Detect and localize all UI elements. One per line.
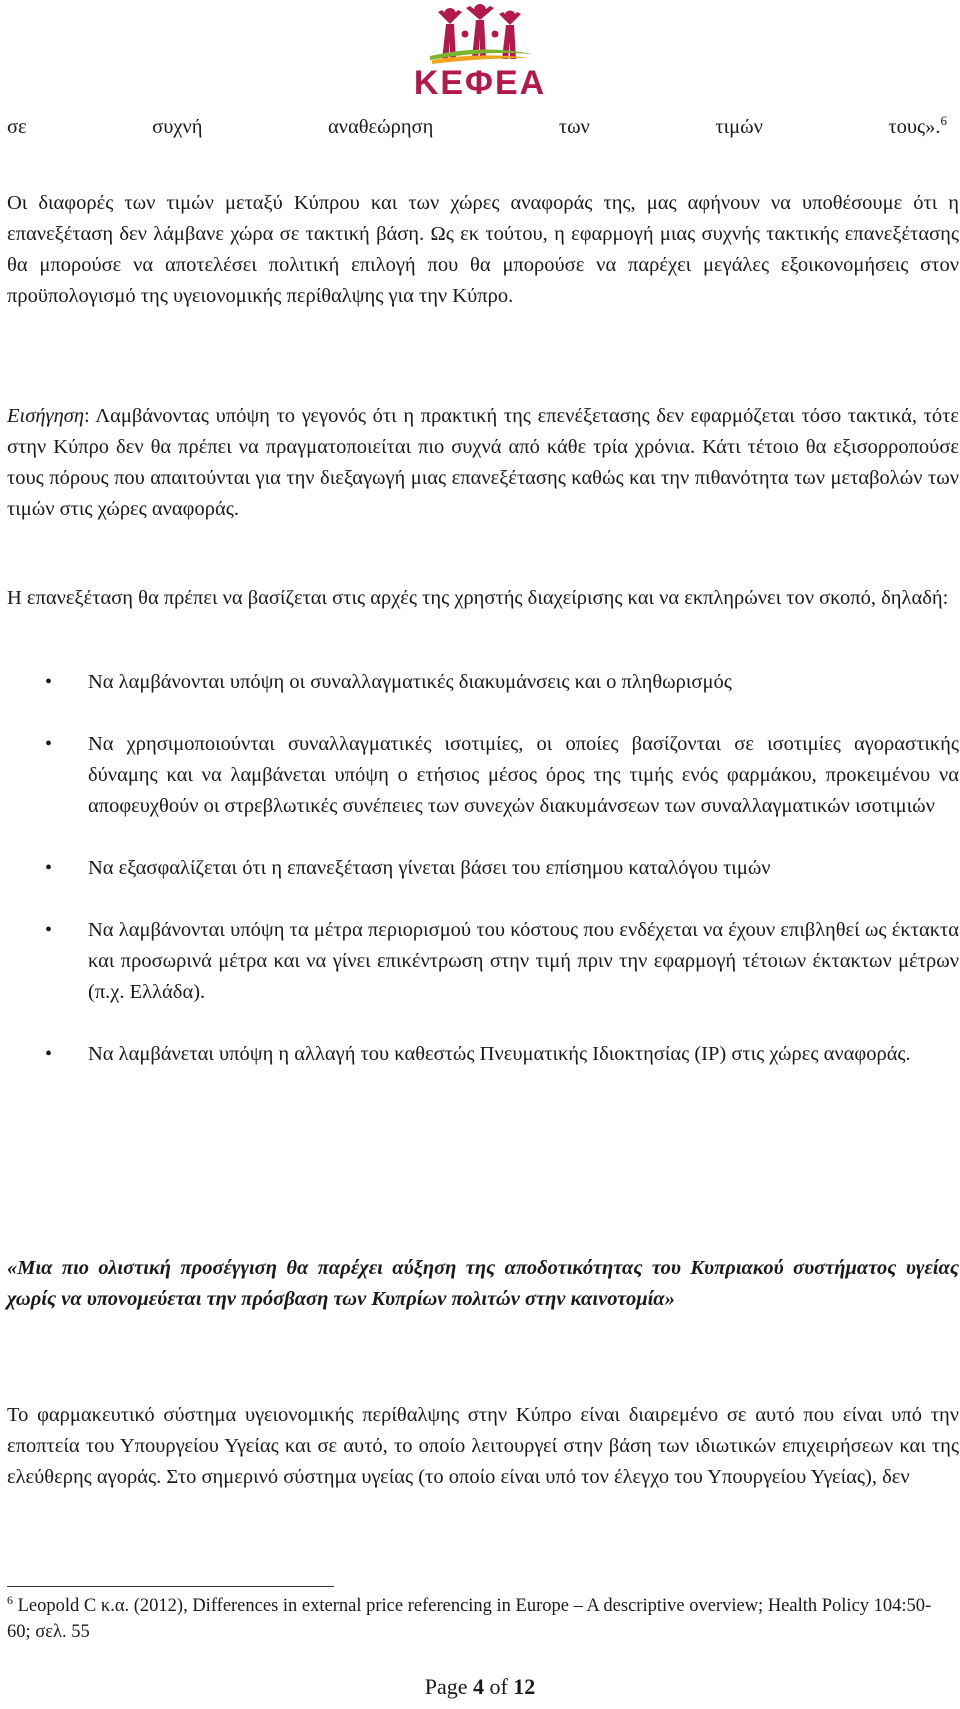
top-line <box>7 112 959 143</box>
logo-wordmark: ΚΕΦΕΑ <box>413 64 547 102</box>
kefea-logo <box>0 4 960 101</box>
paragraph-4: Το φαρμακευτικό σύστημα υγειονομικής περίθαλψης στην Κύπρο είναι διαιρεμένο σε αυτό που είναι υπό την εποπτεία του Υπουργείου Υγείας και σε αυτό, το οποίο λειτουργεί στην βάση των ιδιωτικών επιχειρήσεων και της ελεύθερης αγοράς. Στο σημερινό σύστημα υγείας (το οποίο είναι υπό τον έλεγχο του Υπουργείου Υγείας), δεν <box>7 1404 959 1488</box>
paragraph-1-block <box>7 188 959 312</box>
bullet-icon: • <box>45 919 53 941</box>
footnote-ref[interactable]: 6 <box>940 113 947 129</box>
footnote-number: 6 <box>7 1592 13 1607</box>
recommendation-block <box>7 401 959 525</box>
highlight-quote: «Μια πιο ολιστική προσέγγιση θα παρέχει αύξηση της αποδοτικότητας του Κυπριακού συστήματος υγείας χωρίς να υπονομεύεται την πρόσβαση των Κυπρίων πολιτών στην καινοτομία» <box>7 1257 959 1310</box>
recommendation-paragraph <box>7 401 959 525</box>
paragraph-4-block <box>7 1400 959 1493</box>
footnote-divider <box>7 1586 334 1587</box>
pager-prefix: Page <box>424 1674 473 1699</box>
paragraph-3-block <box>7 583 959 614</box>
bullet-list <box>7 667 959 1070</box>
footnote-text: Leopold C κ.α. (2012), Differences in external price referencing in Europe – A descriptive overview; Health Policy 104:50-60; σελ. 55 <box>7 1596 932 1642</box>
list-item <box>7 1039 959 1070</box>
list-item-text: Να λαμβάνονται υπόψη οι συναλλαγματικές διακυμάνσεις και ο πληθωρισμός <box>88 671 732 693</box>
kefea-figures-icon <box>420 4 540 66</box>
bullet-icon: • <box>45 1043 53 1065</box>
list-item-text: Να χρησιμοποιούνται συναλλαγματικές ισοτιμίες, οι οποίες βασίζονται σε ισοτιμίες αγοραστικής δύναμης και να λαμβάνεται υπόψη ο ετήσιος μέσος όρος της τιμής ενός φαρμάκου, προκειμένου να αποφευχθούν οι στρεβλωτικές συνέπειες των συνεχών διακυμάνσεων των συναλλαγματικών ισοτιμιών <box>88 733 959 817</box>
recommendation-text: : Λαμβάνοντας υπόψη το γεγονός ότι η πρακτική της επενέξετασης δεν εφαρμόζεται τόσο τακτικά, τότε στην Κύπρο δεν θα πρέπει να πραγματοποιείται πιο συχνά από κάθε τρία χρόνια. Κάτι τέτοιο θα εξισορροπούσε τους πόρους που απαιτούνται για την διεξαγωγή μιας επανεξέτασης καθώς και την πιθανότητα των μεταβολών των τιμών στις χώρες αναφοράς. <box>7 405 959 520</box>
bullet-icon: • <box>45 733 53 755</box>
paragraph-1: Οι διαφορές των τιμών μεταξύ Κύπρου και των χώρες αναφοράς της, μας αφήνουν να υποθέσουμε ότι η επανεξέταση δεν λάμβανε χώρα σε τακτική βάση. Ως εκ τούτου, η εφαρμογή μιας συχνής τακτικής επανεξέτασης θα μπορούσε να αποτελέσει πολιτική επιλογή που θα μπορούσε να παρέχει μεγάλες εξοικονομήσεις στον προϋπολογισμό της υγειονομικής περίθαλψης για την Κύπρο. <box>7 192 959 307</box>
list-item-text: Να λαμβάνονται υπόψη τα μέτρα περιορισμού του κόστους που ενδέχεται να έχουν επιβληθεί ως έκτακτα και προσωρινά μέτρα και να γίνει επικέντρωση στην τιμή πριν την εφαρμογή τέτοιων έκτακτων μέτρων (π.χ. Ελλάδα). <box>88 919 959 1003</box>
top-word-with-ref: τους».$^6$ <box>888 113 947 138</box>
footnote <box>7 1593 952 1645</box>
top-word: αναθεώρηση <box>327 116 434 138</box>
paragraph-3: Η επανεξέταση θα πρέπει να βασίζεται στις αρχές της χρηστής διαχείρισης και να εκπληρώνει τον σκοπό, δηλαδή: <box>7 587 949 609</box>
bullet-icon: • <box>45 857 53 879</box>
list-item <box>7 667 959 698</box>
bullet-icon: • <box>45 671 53 693</box>
list-item <box>7 853 959 884</box>
list-item-text: Να εξασφαλίζεται ότι η επανεξέταση γίνεται βάσει του επίσημου καταλόγου τιμών <box>88 857 771 879</box>
page-indicator <box>0 1674 960 1700</box>
top-word: τιμών <box>715 116 763 138</box>
list-item <box>7 729 959 822</box>
top-word: σε <box>7 116 27 138</box>
quote-block <box>7 1253 959 1315</box>
total-pages: 12 <box>513 1674 536 1699</box>
current-page: 4 <box>472 1674 484 1699</box>
list-item-text: Να λαμβάνεται υπόψη η αλλαγή του καθεστώς Πνευματικής Ιδιοκτησίας (IP) στις χώρες αναφοράς. <box>88 1043 911 1065</box>
recommendation-label: Εισήγηση <box>7 405 85 427</box>
list-item <box>7 915 959 1008</box>
top-word: συχνή <box>152 116 203 138</box>
top-word: των <box>558 116 590 138</box>
pager-middle: of <box>483 1674 514 1699</box>
